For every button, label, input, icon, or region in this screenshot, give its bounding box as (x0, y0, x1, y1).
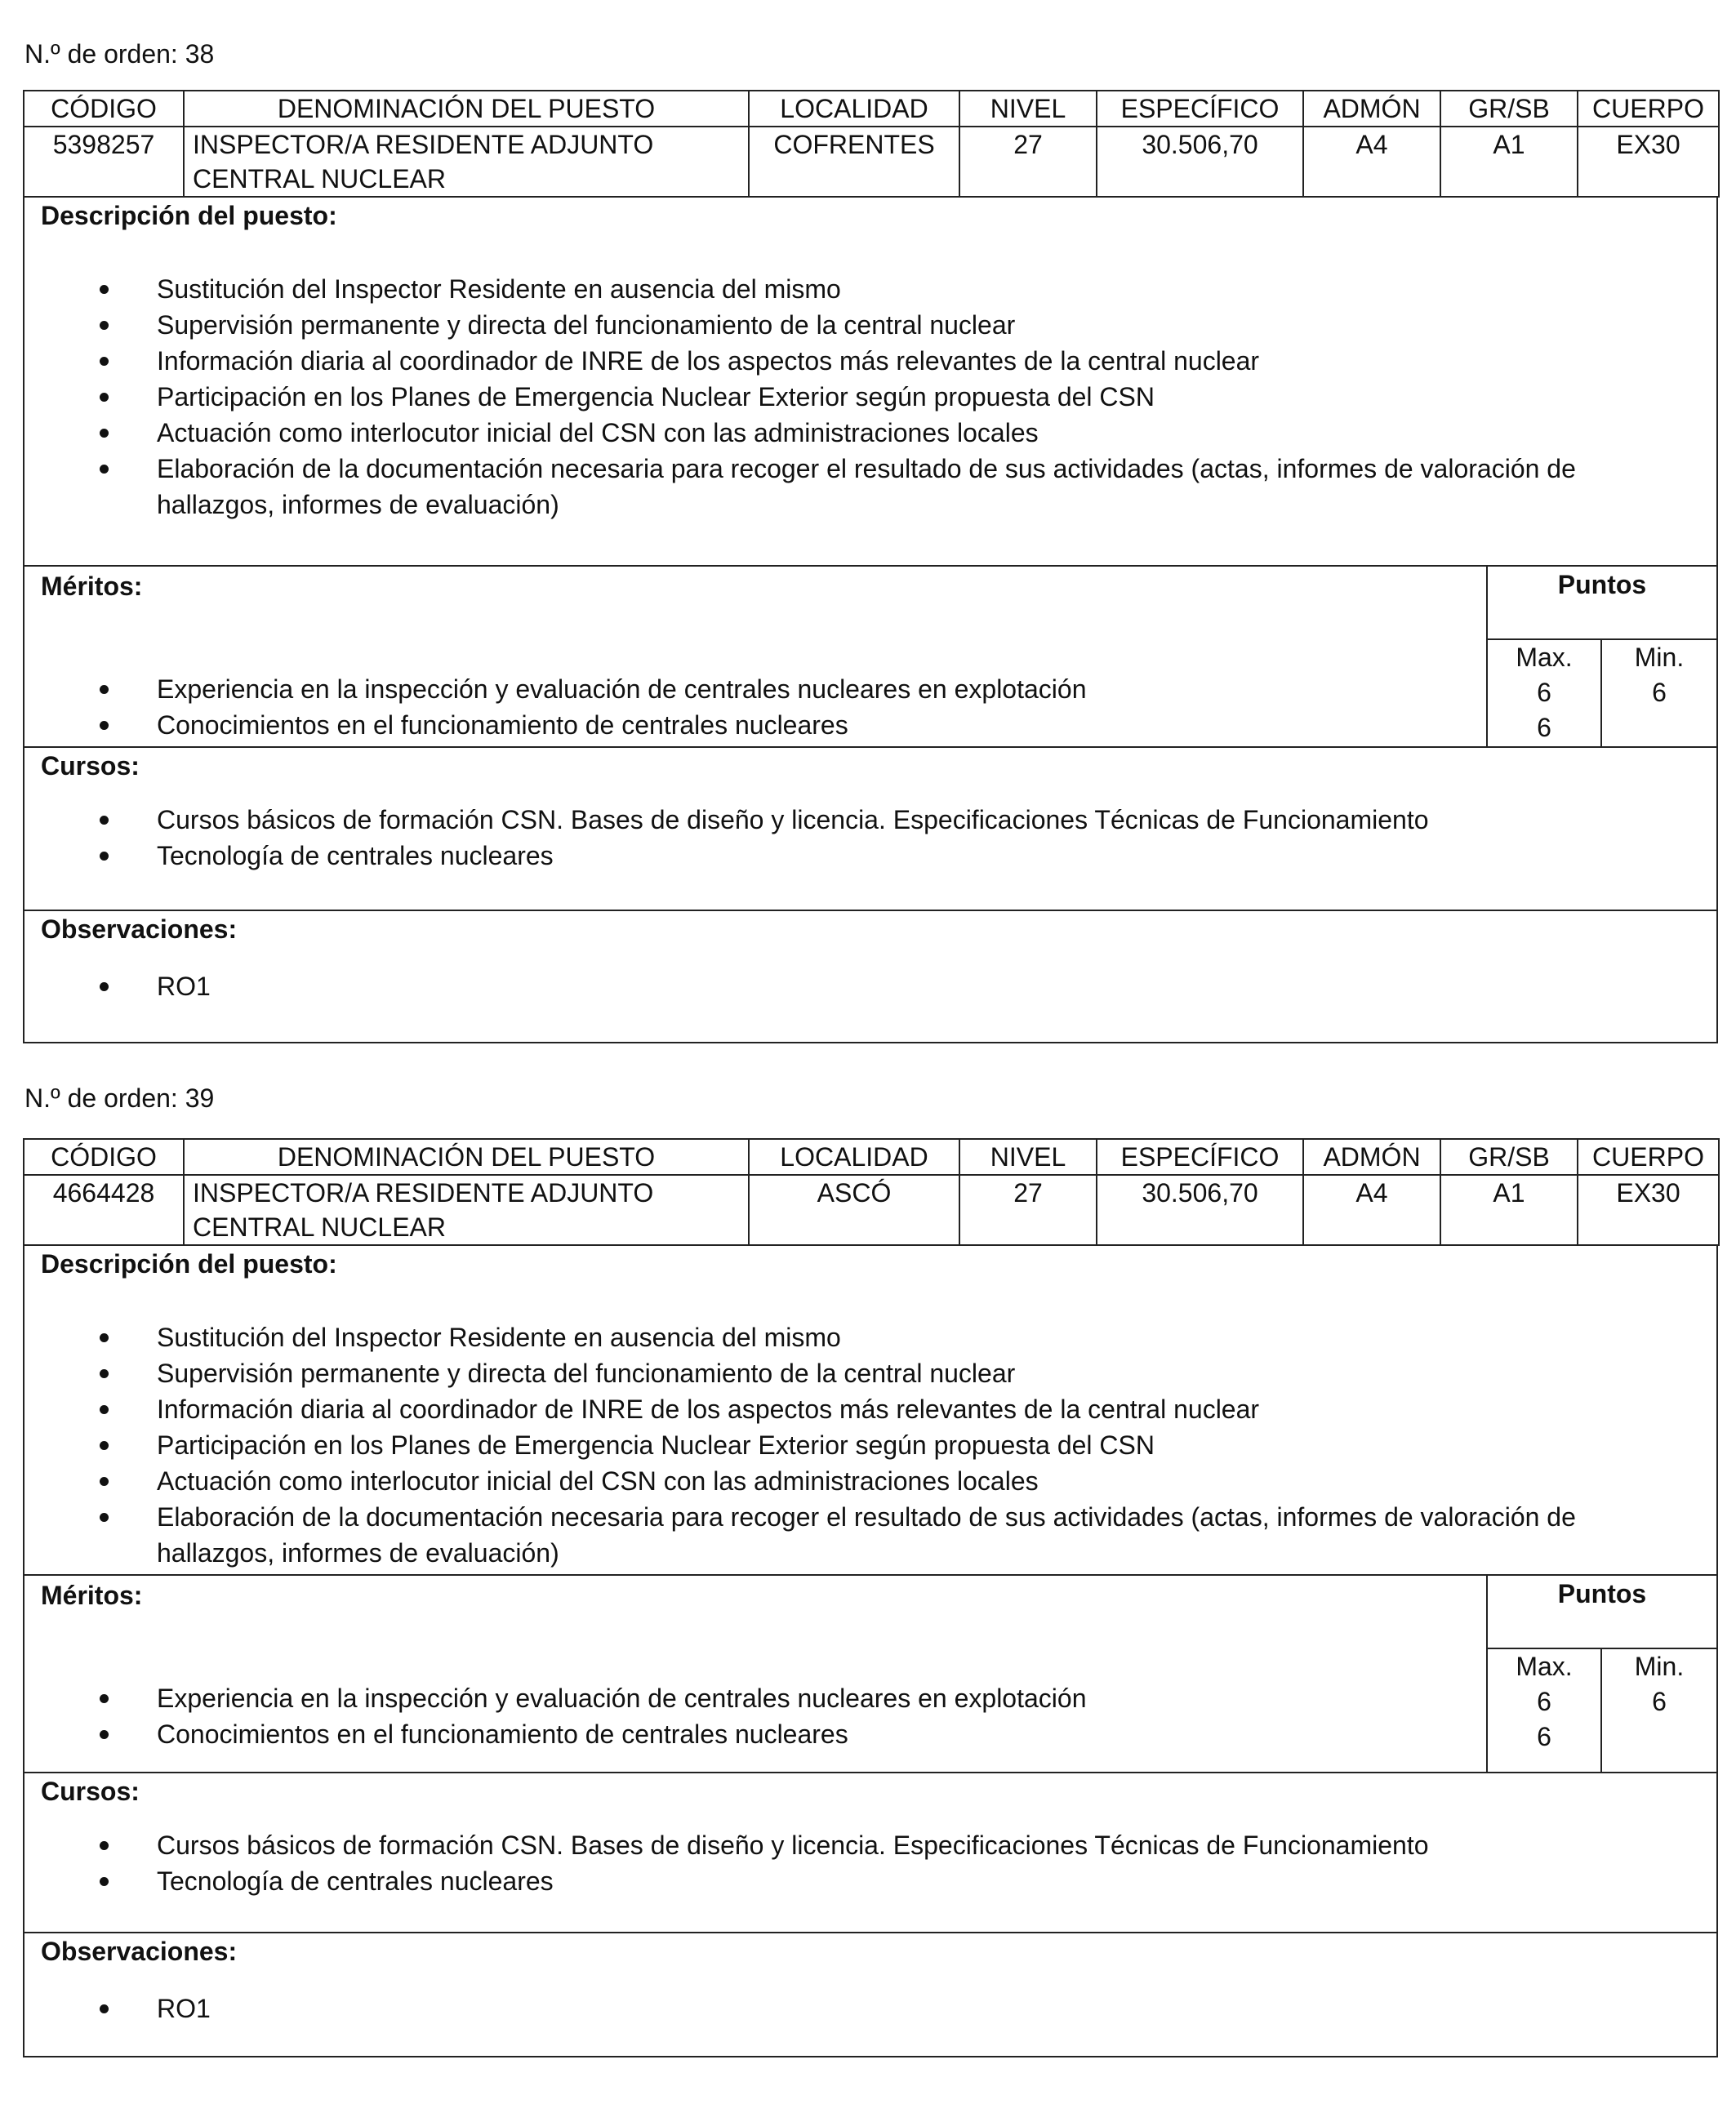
list-item (24, 379, 1716, 415)
cursos-list (24, 802, 1716, 874)
max-value: 6 (1537, 713, 1551, 742)
list-item (24, 1463, 1716, 1499)
list-item-text: Experiencia en la inspección y evaluación de centrales nucleares en explotación (157, 674, 1087, 704)
cursos-section (23, 1773, 1718, 1933)
list-item-text: Supervisión permanente y directa del funcionamiento de la central nuclear (157, 310, 1016, 340)
list-item-text: Elaboración de la documentación necesaria para recoger el resultado de sus actividades (actas, informes de valoración de hallazgos, informes de evaluación) (157, 454, 1576, 519)
col-header-denominacion: DENOMINACIÓN DEL PUESTO (184, 1139, 749, 1175)
cell-nivel: 27 (959, 127, 1097, 197)
list-item-text: Sustitución del Inspector Residente en ausencia del mismo (157, 274, 841, 304)
bullet-icon (100, 1369, 109, 1378)
bullet-icon (100, 429, 109, 438)
max-label: Max. (1516, 643, 1573, 672)
bullet-icon (100, 1513, 109, 1522)
max-column (1488, 640, 1602, 748)
cell-nivel: 27 (959, 1175, 1097, 1245)
header-row (24, 1139, 1719, 1175)
list-item (24, 1391, 1716, 1427)
puntos-panel (1488, 1576, 1716, 1772)
list-item-text: Información diaria al coordinador de INRE de los aspectos más relevantes de la central nuclear (157, 346, 1260, 376)
cell-grsb: A1 (1440, 127, 1578, 197)
list-item (24, 968, 1716, 1004)
list-item-text: Participación en los Planes de Emergencia Nuclear Exterior según propuesta del CSN (157, 1430, 1155, 1460)
col-header-cuerpo: CUERPO (1578, 1139, 1719, 1175)
job-entry (23, 90, 1718, 1043)
bullet-icon (100, 816, 109, 825)
cell-admon: A4 (1303, 127, 1440, 197)
min-label: Min. (1634, 643, 1685, 672)
list-item-text: Tecnología de centrales nucleares (157, 1866, 554, 1896)
section-title: Méritos: (41, 572, 143, 601)
bullet-icon (100, 1730, 109, 1739)
col-header-grsb: GR/SB (1440, 91, 1578, 127)
cell-codigo: 4664428 (24, 1175, 184, 1245)
col-header-localidad: LOCALIDAD (749, 91, 959, 127)
puntos-panel (1488, 567, 1716, 746)
list-item (24, 1827, 1716, 1863)
cell-especifico: 30.506,70 (1097, 1175, 1303, 1245)
bullet-icon (100, 1405, 109, 1414)
cell-denominacion: INSPECTOR/A RESIDENTE ADJUNTO CENTRAL NUCLEAR (184, 127, 749, 197)
meritos-list (24, 1680, 1486, 1752)
list-item (24, 1319, 1716, 1355)
list-item-text: Conocimientos en el funcionamiento de centrales nucleares (157, 710, 848, 740)
col-header-admon: ADMÓN (1303, 91, 1440, 127)
descripcion-list (24, 1319, 1716, 1571)
cell-admon: A4 (1303, 1175, 1440, 1245)
puntos-grid (1488, 1649, 1716, 1773)
list-item (24, 1863, 1716, 1899)
cell-localidad: COFRENTES (749, 127, 959, 197)
list-item (24, 343, 1716, 379)
max-label: Max. (1516, 1652, 1573, 1681)
bullet-icon (100, 852, 109, 861)
list-item-text: RO1 (157, 1994, 211, 2023)
meritos-list-area (24, 1576, 1488, 1772)
cell-cuerpo: EX30 (1578, 1175, 1719, 1245)
list-item (24, 838, 1716, 874)
section-title: Observaciones: (41, 1937, 238, 1966)
descripcion-section (23, 198, 1718, 567)
bullet-icon (100, 721, 109, 730)
list-item-text: Sustitución del Inspector Residente en ausencia del mismo (157, 1323, 841, 1352)
list-item (24, 1716, 1486, 1752)
col-header-cuerpo: CUERPO (1578, 91, 1719, 127)
section-title: Descripción del puesto: (41, 201, 337, 230)
puntos-grid (1488, 640, 1716, 748)
puntos-title: Puntos (1488, 567, 1716, 640)
list-item-text: Elaboración de la documentación necesaria para recoger el resultado de sus actividades (actas, informes de valoración de hallazgos, informes de evaluación) (157, 1502, 1576, 1568)
max-value: 6 (1537, 678, 1551, 707)
min-value: 6 (1652, 1687, 1667, 1716)
meritos-section (23, 1576, 1718, 1773)
section-title: Descripción del puesto: (41, 1249, 337, 1279)
col-header-denominacion: DENOMINACIÓN DEL PUESTO (184, 91, 749, 127)
list-item-text: Actuación como interlocutor inicial del CSN con las administraciones locales (157, 418, 1039, 447)
list-item (24, 1427, 1716, 1463)
puntos-title: Puntos (1488, 1576, 1716, 1649)
meritos-section (23, 567, 1718, 748)
col-header-nivel: NIVEL (959, 1139, 1097, 1175)
meritos-list-area (24, 567, 1488, 746)
order-number: N.º de orden: 39 (24, 1083, 215, 1113)
cell-denominacion: INSPECTOR/A RESIDENTE ADJUNTO CENTRAL NUCLEAR (184, 1175, 749, 1245)
section-title: Observaciones: (41, 914, 238, 944)
list-item (24, 451, 1716, 523)
section-title: Cursos: (41, 1777, 140, 1806)
bullet-icon (100, 1841, 109, 1850)
observaciones-list (24, 968, 1716, 1004)
min-value: 6 (1652, 678, 1667, 707)
bullet-icon (100, 1877, 109, 1886)
list-item (24, 1991, 1716, 2026)
min-label: Min. (1634, 1652, 1685, 1681)
list-item (24, 671, 1486, 707)
bullet-icon (100, 982, 109, 991)
col-header-grsb: GR/SB (1440, 1139, 1578, 1175)
list-item-text: Participación en los Planes de Emergencia Nuclear Exterior según propuesta del CSN (157, 382, 1155, 411)
job-header-table (23, 1138, 1720, 1246)
col-header-codigo: CÓDIGO (24, 91, 184, 127)
observaciones-section (23, 911, 1718, 1043)
bullet-icon (100, 1477, 109, 1486)
max-value: 6 (1537, 1687, 1551, 1716)
cell-especifico: 30.506,70 (1097, 127, 1303, 197)
max-column (1488, 1649, 1602, 1773)
list-item-text: Supervisión permanente y directa del funcionamiento de la central nuclear (157, 1359, 1016, 1388)
bullet-icon (100, 1694, 109, 1703)
descripcion-list (24, 271, 1716, 523)
list-item (24, 1680, 1486, 1716)
cursos-section (23, 748, 1718, 911)
section-title: Méritos: (41, 1581, 143, 1610)
col-header-especifico: ESPECÍFICO (1097, 91, 1303, 127)
cell-codigo: 5398257 (24, 127, 184, 197)
order-number: N.º de orden: 38 (24, 39, 215, 69)
col-header-especifico: ESPECÍFICO (1097, 1139, 1303, 1175)
list-item-text: Conocimientos en el funcionamiento de centrales nucleares (157, 1719, 848, 1749)
min-column (1602, 640, 1716, 748)
list-item-text: RO1 (157, 972, 211, 1001)
list-item-text: Información diaria al coordinador de INRE de los aspectos más relevantes de la central nuclear (157, 1395, 1260, 1424)
data-row (24, 127, 1719, 197)
list-item (24, 415, 1716, 451)
section-title: Cursos: (41, 751, 140, 781)
data-row (24, 1175, 1719, 1245)
bullet-icon (100, 285, 109, 294)
meritos-list (24, 671, 1486, 743)
list-item-text: Experiencia en la inspección y evaluación de centrales nucleares en explotación (157, 1684, 1087, 1713)
job-header-table (23, 90, 1720, 198)
list-item (24, 307, 1716, 343)
col-header-admon: ADMÓN (1303, 1139, 1440, 1175)
max-value: 6 (1537, 1722, 1551, 1751)
list-item-text: Actuación como interlocutor inicial del CSN con las administraciones locales (157, 1466, 1039, 1496)
list-item-text: Cursos básicos de formación CSN. Bases de diseño y licencia. Especificaciones Técnicas de Funcionamiento (157, 805, 1429, 834)
descripcion-section (23, 1246, 1718, 1576)
list-item (24, 1355, 1716, 1391)
list-item-text: Tecnología de centrales nucleares (157, 841, 554, 870)
list-item (24, 802, 1716, 838)
job-entry (23, 1138, 1718, 2057)
col-header-nivel: NIVEL (959, 91, 1097, 127)
min-column (1602, 1649, 1716, 1773)
list-item-text: Cursos básicos de formación CSN. Bases de diseño y licencia. Especificaciones Técnicas de Funcionamiento (157, 1831, 1429, 1860)
cell-grsb: A1 (1440, 1175, 1578, 1245)
cell-cuerpo: EX30 (1578, 127, 1719, 197)
bullet-icon (100, 393, 109, 402)
bullet-icon (100, 2004, 109, 2013)
bullet-icon (100, 1333, 109, 1342)
bullet-icon (100, 357, 109, 366)
list-item (24, 707, 1486, 743)
cell-localidad: ASCÓ (749, 1175, 959, 1245)
list-item (24, 1499, 1716, 1571)
bullet-icon (100, 1441, 109, 1450)
bullet-icon (100, 321, 109, 330)
observaciones-list (24, 1991, 1716, 2026)
col-header-codigo: CÓDIGO (24, 1139, 184, 1175)
list-item (24, 271, 1716, 307)
header-row (24, 91, 1719, 127)
observaciones-section (23, 1933, 1718, 2057)
bullet-icon (100, 685, 109, 694)
bullet-icon (100, 465, 109, 474)
col-header-localidad: LOCALIDAD (749, 1139, 959, 1175)
cursos-list (24, 1827, 1716, 1899)
